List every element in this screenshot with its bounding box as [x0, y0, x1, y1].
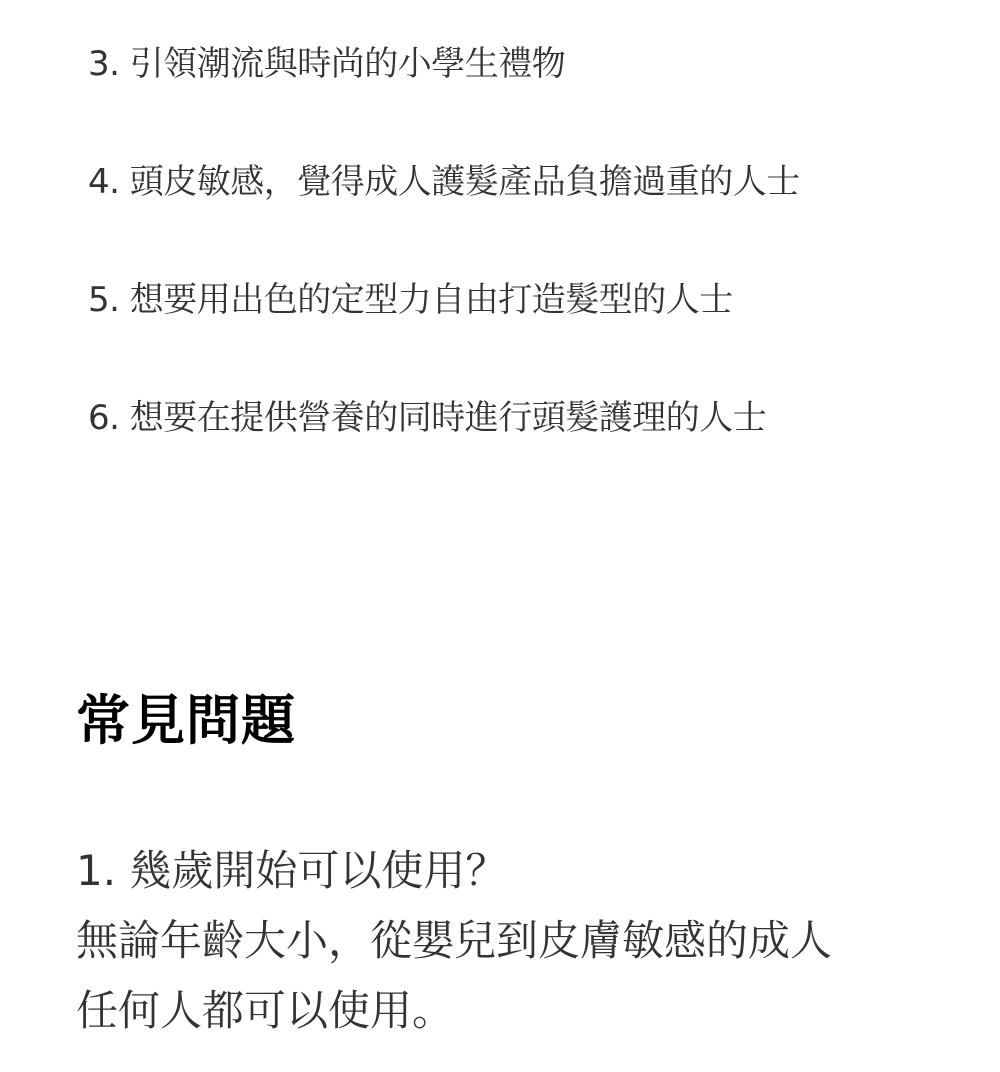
list-item: 5. 想要用出色的定型力自由打造髮型的人士 — [88, 280, 733, 320]
target-audience-list — [88, 40, 800, 512]
faq-answer-line: 無論年齡大小，從嬰兒到皮膚敏感的成人 — [76, 916, 833, 965]
faq-answer-line: 任何人都可以使用。 — [76, 986, 455, 1035]
faq-item — [76, 836, 832, 1046]
list-item: 6. 想要在提供營養的同時進行頭髮護理的人士 — [88, 398, 767, 438]
faq-question: 1. 幾歲開始可以使用？ — [76, 846, 508, 895]
list-item: 3. 引領潮流與時尚的小學生禮物 — [88, 44, 566, 84]
faq-heading: 常見問題 — [76, 689, 296, 752]
list-item: 4. 頭皮敏感，覺得成人護髮產品負擔過重的人士 — [88, 162, 800, 202]
